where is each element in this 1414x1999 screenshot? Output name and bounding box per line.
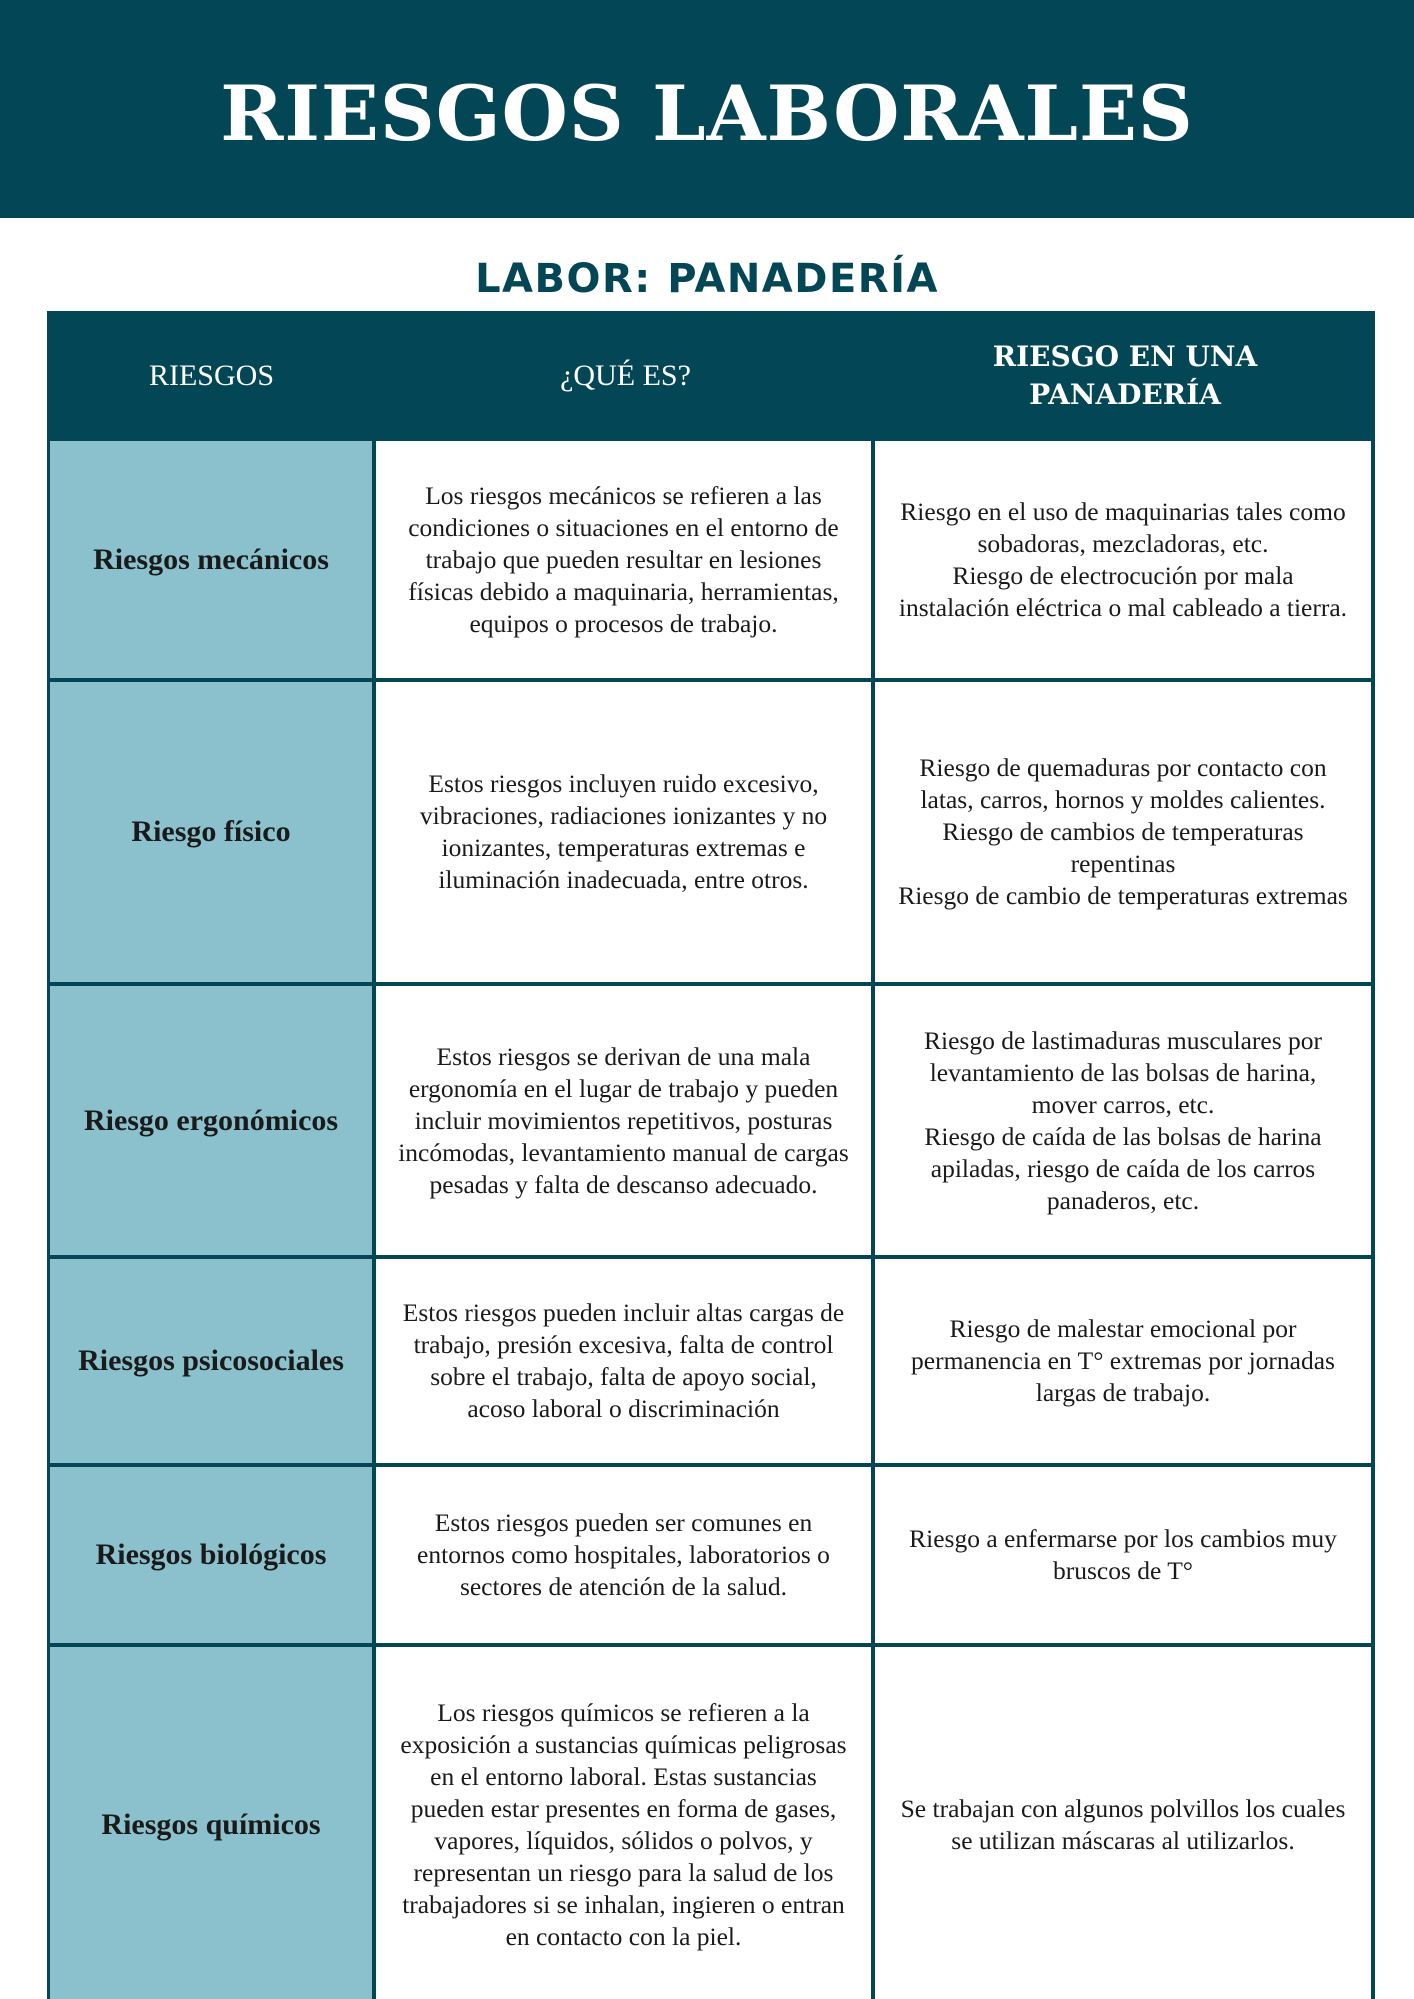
page-title: RIESGOS LABORALES <box>220 68 1194 158</box>
bakery-risk-item: Riesgo de lastimaduras musculares por levantamiento de las bolsas de harina, mover carros, etc. <box>924 1025 1322 1119</box>
bakery-risk-item: Riesgo en el uso de maquinarias tales como sobadoras, mezcladoras, etc. <box>900 496 1346 558</box>
bakery-risk-cell <box>875 1647 1375 1999</box>
column-header-bakery-risk: RIESGO EN UNA PANADERÍA <box>992 340 1258 411</box>
bakery-risk-cell <box>875 682 1375 986</box>
bakery-risk-item: Riesgo a enfermarse por los cambios muy bruscos de T° <box>909 1524 1337 1585</box>
page-subtitle: LABOR: PANADERÍA <box>475 256 939 302</box>
bakery-risk-item: Riesgo de malestar emocional por permanencia en T° extremas por jornadas largas de trabajo. <box>911 1314 1335 1407</box>
risk-definition-cell: Los riesgos mecánicos se refieren a las condiciones o situaciones en el entorno de trabajo que pueden resultar en lesiones físicas debido a maquinaria, herramientas, equipos o procesos de trabajo. <box>376 441 875 682</box>
risk-name-cell: Riesgos biológicos <box>50 1467 376 1647</box>
title-banner <box>0 0 1414 218</box>
risk-definition-cell: Los riesgos químicos se refieren a la exposición a sustancias químicas peligrosas en el entorno laboral. Estas sustancias pueden estar presentes en forma de gases, vapores, líquidos, sólidos o polvos, y representan un riesgo para la salud de los trabajadores si se inhalan, ingieren o entran en contacto con la piel. <box>376 1647 875 1999</box>
risk-definition-cell: Estos riesgos incluyen ruido excesivo, vibraciones, radiaciones ionizantes y no ionizantes, temperaturas extremas e iluminación inadecuada, entre otros. <box>376 682 875 986</box>
risk-name-cell: Riesgos químicos <box>50 1647 376 1999</box>
column-header-risks: RIESGOS <box>148 359 275 392</box>
risk-definition-cell: Estos riesgos se derivan de una mala ergonomía en el lugar de trabajo y pueden incluir movimientos repetitivos, posturas incómodas, levantamiento manual de cargas pesadas y falta de descanso adecuado. <box>376 986 875 1259</box>
bakery-risk-item: Riesgo de caída de las bolsas de harina apiladas, riesgo de caída de los carros panaderos, etc. <box>924 1121 1322 1215</box>
risk-definition-cell: Estos riesgos pueden ser comunes en entornos como hospitales, laboratorios o sectores de atención de la salud. <box>376 1467 875 1647</box>
bakery-risk-cell <box>875 441 1375 682</box>
bakery-risk-item: Riesgo de electrocución por mala instalación eléctrica o mal cableado a tierra. <box>898 560 1348 622</box>
risk-name-cell: Riesgos mecánicos <box>50 441 376 682</box>
bakery-risk-cell <box>875 1259 1375 1467</box>
bakery-risk-item: Riesgo de cambio de temperaturas extremas <box>898 881 1348 910</box>
risk-name-cell: Riesgo físico <box>50 682 376 986</box>
bakery-risk-cell <box>875 986 1375 1259</box>
bakery-risk-item: Riesgo de quemaduras por contacto con latas, carros, hornos y moldes calientes. <box>919 753 1327 814</box>
risk-definition-cell: Estos riesgos pueden incluir altas cargas de trabajo, presión excesiva, falta de control sobre el trabajo, falta de apoyo social, acoso laboral o discriminación <box>376 1259 875 1467</box>
bakery-risk-item: Se trabajan con algunos polvillos los cuales se utilizan máscaras al utilizarlos. <box>900 1794 1346 1855</box>
bakery-risk-cell <box>875 1467 1375 1647</box>
column-header-definition: ¿QUÉ ES? <box>560 359 691 392</box>
risks-table <box>47 311 1375 1999</box>
bakery-risk-item: Riesgo de cambios de temperaturas repentinas <box>942 817 1304 878</box>
risk-name-cell: Riesgos psicosociales <box>50 1259 376 1467</box>
risk-name-cell: Riesgo ergonómicos <box>50 986 376 1259</box>
